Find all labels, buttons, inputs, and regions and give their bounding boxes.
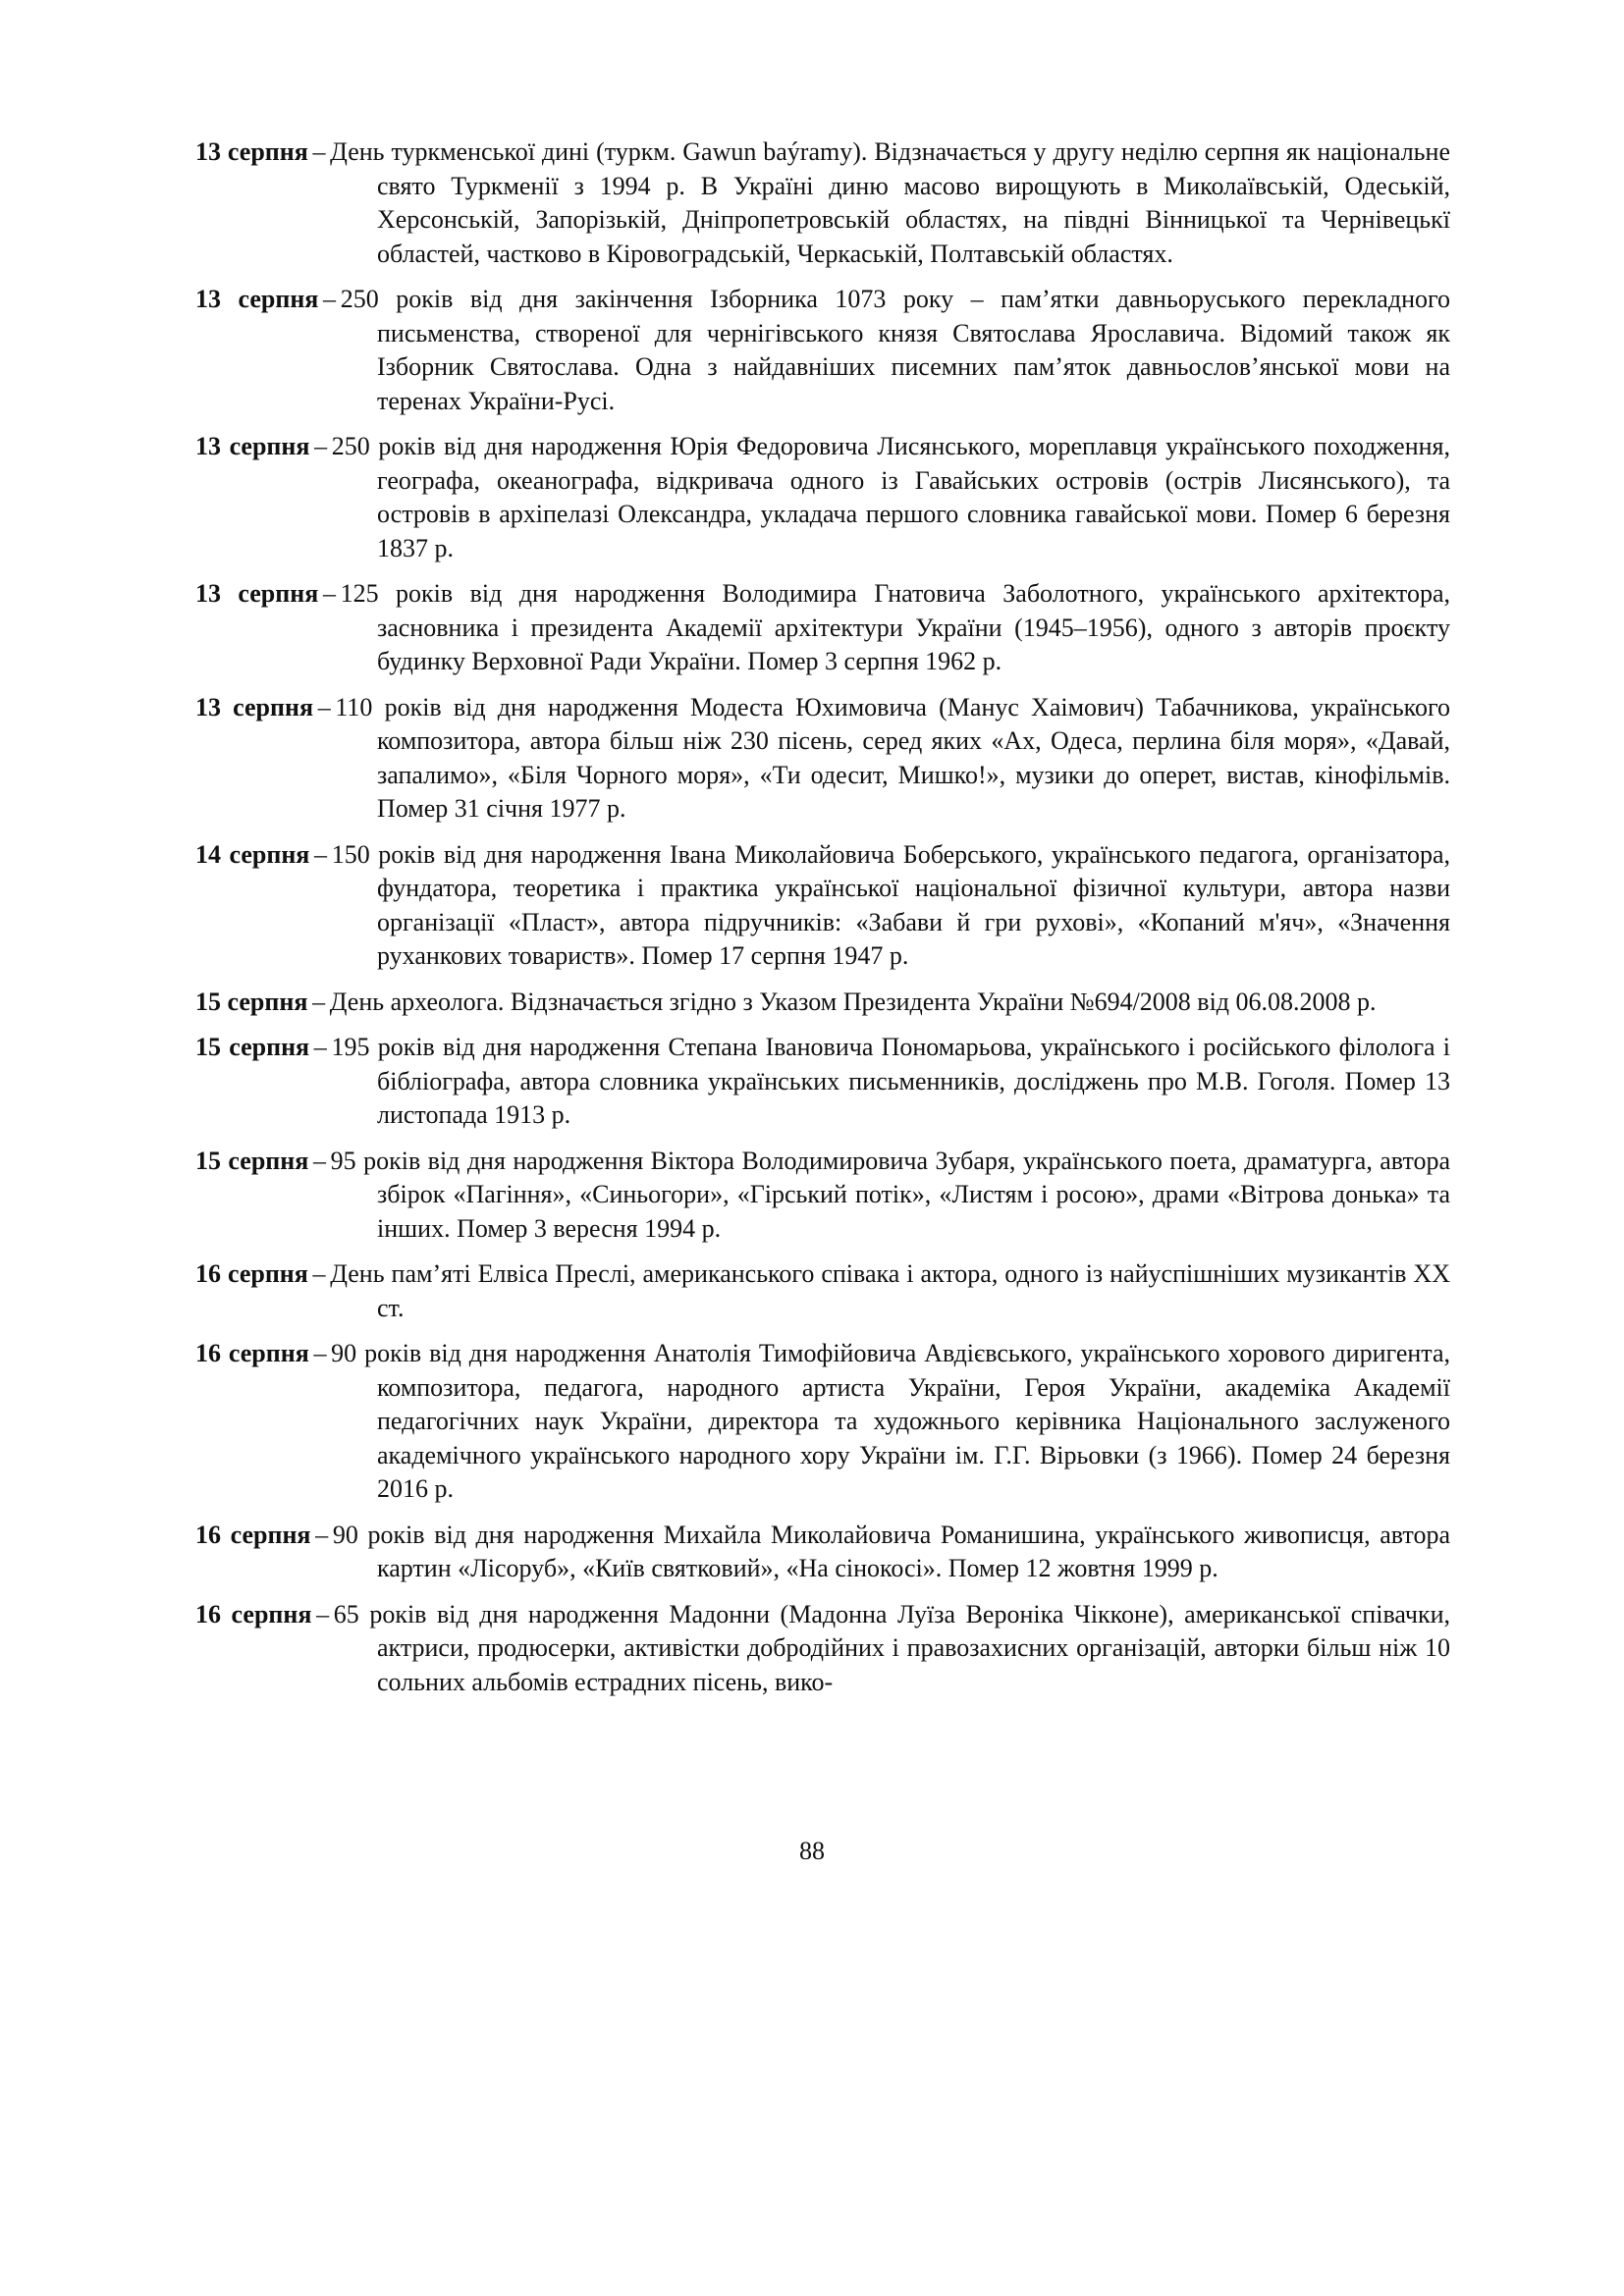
entry-text: 125 років від дня народження Володимира Гнатовича Заболотного, українського архітектора, засновника і президента Академії архітектури України (1945–1956), одного з авторів проєкту будинку Верховної Ради України. Помер 3 серпня 1962 р.: [340, 579, 1450, 675]
entry-text: 250 років від дня народження Юрія Федоровича Лисянського, мореплавця українського походження, географа, океанографа, відкривача одного із Гавайських островів (острів Лисянського), та островів в архіпелазі Олександра, укладача першого словника гавайської мови. Помер 6 березня 1837 р.: [331, 432, 1450, 562]
entry-dash: –: [314, 839, 328, 869]
calendar-entry: [195, 283, 1450, 418]
entry-dash: –: [323, 285, 337, 313]
page-number: 88: [799, 1837, 825, 1865]
entry-date: 16 серпня: [195, 1520, 311, 1549]
entry-date: 13 серпня: [195, 285, 319, 313]
calendar-entry: [195, 1337, 1450, 1507]
entry-text: 65 років від дня народження Мадонни (Мадонна Луїза Вероніка Чікконе), американської співачки, актриси, продюсерки, активістки добродійних і правозахисних організацій, авторки більш ніж 10 сольних альбомів естрадних пісень, вико-: [333, 1599, 1450, 1696]
entry-text: 95 років від дня народження Віктора Володимировича Зубаря, українського поета, драматурга, автора збірок «Пагіння», «Синьогори», «Гірський потік», «Листям і росою», драми «Вітрова донька» та інших. Помер 3 вересня 1994 р.: [330, 1146, 1450, 1243]
calendar-entry: [195, 1031, 1450, 1133]
entry-dash: –: [316, 1599, 330, 1629]
entry-text: 195 років від дня народження Степана Івановича Пономарьова, українського і російського філолога і бібліографа, автора словника українських письменників, досліджень про М.В. Гоголя. Помер 13 листопада 1913 р.: [331, 1033, 1450, 1129]
entry-date: 13 серпня: [195, 137, 308, 166]
entry-date: 16 серпня: [195, 1339, 309, 1367]
entry-dash: –: [313, 1033, 327, 1061]
entry-dash: –: [314, 432, 328, 460]
entry-dash: –: [312, 137, 326, 166]
calendar-entry: [195, 986, 1450, 1020]
calendar-entry: [195, 1598, 1450, 1700]
entry-dash: –: [317, 692, 331, 721]
entry-dash: –: [313, 1146, 326, 1175]
entry-text: День туркменської дині (туркм. Gawun baýramy). Відзначається у другу неділю серпня як національне свято Туркменії з 1994 р. В Україні диню масово вирощують в Миколаївській, Одеській, Херсонській, Запорізькій, Дніпропетровській областях, на півдні Вінницької та Чернівецькї областей, частково в Кіровоградській, Черкаській, Полтавській областях.: [330, 137, 1450, 268]
entry-date: 15 серпня: [195, 987, 308, 1016]
entry-text: 90 років від дня народження Михайла Миколайовича Романишина, українського живописця, автора картин «Лісоруб», «Київ святковий», «На сінокосі». Помер 12 жовтня 1999 р.: [332, 1520, 1450, 1582]
entry-dash: –: [312, 1259, 326, 1288]
entry-date: 15 серпня: [195, 1033, 310, 1061]
entry-dash: –: [313, 1339, 327, 1367]
entry-date: 13 серпня: [195, 432, 310, 460]
entry-date: 16 серпня: [195, 1599, 312, 1629]
entry-text: 150 років від дня народження Івана Миколайовича Боберського, українського педагога, організатора, фундатора, теоретика і практика української національної фізичної культури, автора назви організації «Пласт», автора підручників: «Забави й гри рухові», «Копаний м'яч», «Значення руханкових товариств». Помер 17 серпня 1947 р.: [331, 839, 1450, 970]
entry-date: 14 серпня: [195, 839, 310, 869]
entry-date: 16 серпня: [195, 1259, 308, 1288]
entry-date: 13 серпня: [195, 692, 314, 721]
entry-date: 13 серпня: [195, 579, 319, 608]
document-page: [195, 135, 1450, 1711]
entry-text: День археолога. Відзначається згідно з Указом Президента України №694/2008 від 06.08.2008 р.: [329, 987, 1377, 1016]
entry-dash: –: [322, 579, 336, 608]
entry-text: 110 років від дня народження Модеста Юхимовича (Манус Хаімович) Табачникова, українського композитора, автора більш ніж 230 пісень, серед яких «Ах, Одеса, перлина біля моря», «Давай, запалимо», «Біля Чорного моря», «Ти одесит, Мишко!», музики до оперет, вистав, кінофільмів. Помер 31 січня 1977 р.: [335, 692, 1450, 823]
entry-text: 250 років від дня закінчення Ізборника 1073 року – пам’ятки давньоруського перекладного письменства, створеної для чернігівського князя Святослава Ярославича. Відомий також як Ізборник Святослава. Одна з найдавніших писемних пам’яток давньослов’янської мови на теренах України-Русі.: [340, 285, 1450, 415]
calendar-entry: [195, 838, 1450, 974]
calendar-entry: [195, 1519, 1450, 1586]
calendar-entry: [195, 135, 1450, 271]
entry-date: 15 серпня: [195, 1146, 309, 1175]
calendar-entry: [195, 430, 1450, 565]
calendar-entry: [195, 691, 1450, 827]
entry-text: День пам’яті Елвіса Преслі, американського співака і актора, одного із найуспішніших музикантів XX ст.: [330, 1259, 1450, 1322]
entry-dash: –: [312, 987, 326, 1016]
calendar-entry: [195, 1257, 1450, 1325]
calendar-entry: [195, 1145, 1450, 1247]
entry-dash: –: [315, 1520, 329, 1549]
calendar-entry: [195, 577, 1450, 679]
entry-text: 90 років від дня народження Анатолія Тимофійовича Авдієвського, українського хорового диригента, композитора, педагога, народного артиста України, Героя України, академіка Академії педагогічних наук України, директора та художнього керівника Національного заслуженого академічного українського народного хору України ім. Г.Г. Вірьовки (з 1966). Помер 24 березня 2016 р.: [331, 1339, 1450, 1503]
